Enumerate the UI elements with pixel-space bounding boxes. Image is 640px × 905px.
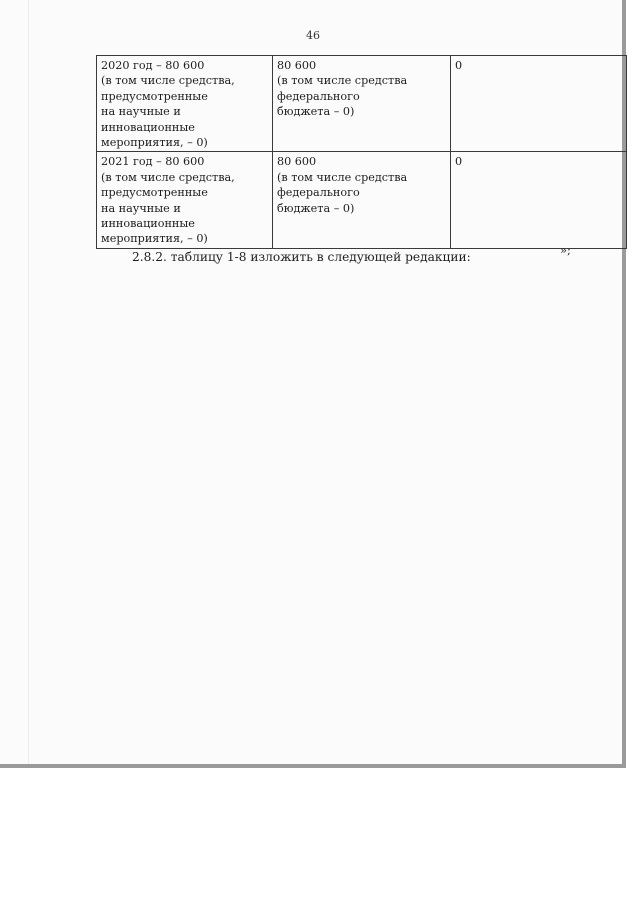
cell-line: инновационные <box>101 217 195 231</box>
table-row <box>97 56 627 152</box>
amendment-instruction: 2.8.2. таблицу 1-8 изложить в следующей редакции: <box>132 250 471 264</box>
total-funding-cell <box>97 56 273 152</box>
cell-line: (в том числе средства, <box>101 170 235 184</box>
cell-line: 2021 год – 80 600 <box>101 155 205 169</box>
cell-line: инновационные <box>101 120 195 134</box>
federal-funding-cell <box>273 152 451 248</box>
cell-line: предусмотренные <box>101 186 208 200</box>
other-funding-cell <box>451 56 627 152</box>
cell-line: (в том числе средства <box>277 74 408 88</box>
cell-line: 80 600 <box>277 155 317 169</box>
cell-line: мероприятия, – 0) <box>101 136 208 150</box>
closing-quote: »; <box>560 243 571 257</box>
total-funding-cell <box>97 152 273 248</box>
cell-line: бюджета – 0) <box>277 201 355 215</box>
table-row <box>97 152 627 248</box>
cell-line: 80 600 <box>277 59 317 72</box>
cell-line: предусмотренные <box>101 89 208 103</box>
page-number: 46 <box>306 29 320 42</box>
cell-line: (в том числе средства, <box>101 74 235 88</box>
funding-table <box>96 55 627 249</box>
cell-line: на научные и <box>101 105 181 119</box>
cell-line: на научные и <box>101 201 181 215</box>
cell-line: федерального <box>277 186 360 200</box>
cell-line: федерального <box>277 89 360 103</box>
cell-line: бюджета – 0) <box>277 105 355 119</box>
cell-line: 0 <box>455 59 463 72</box>
federal-funding-cell <box>273 56 451 152</box>
cell-line: 0 <box>455 155 463 169</box>
cell-line: 2020 год – 80 600 <box>101 59 205 72</box>
cell-line: (в том числе средства <box>277 170 408 184</box>
cell-line: мероприятия, – 0) <box>101 232 208 246</box>
other-funding-cell <box>451 152 627 248</box>
